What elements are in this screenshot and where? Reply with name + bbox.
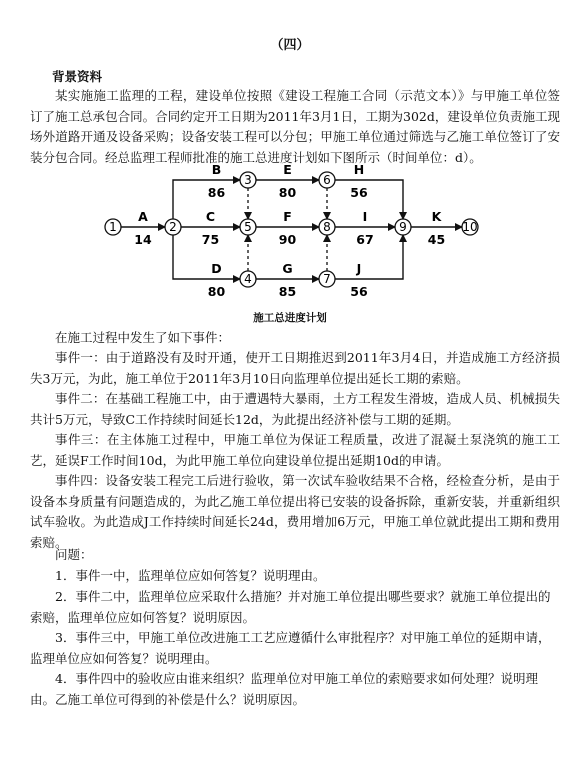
node-10-label: 10 [462,220,478,234]
network-diagram [0,160,580,310]
event-4: 事件四：设备安装工程完工后进行验收，第一次试车验收结果不合格，经检查分析，是由于设备本身质量有问题造成的，为此乙施工单位提出将已安装的设备拆除，重新安装，并重新组织试车验收。为此造成J工作持续时间延长24d，费用增加6万元，甲施工单位就此提出工期和费用索赔。 [30,473,560,550]
activity-name-g: G [282,261,293,276]
activity-name-b: B [211,162,222,177]
intro-paragraph: 某实施施工监理的工程，建设单位按照《建设工程施工合同（示范文本）》与甲施工单位签订了施工总承包合同。合同约定开工日期为2011年3月1日，工期为302d，建设单位负责施工现场外道路开通及设备采购；设备安装工程可以分包；甲施工单位通过筛选与乙施工单位签订了安装分包合同。经总监理工程师批准的施工总进度计划如下图所示（时间单位：d）。 [30,88,560,165]
activity-arrow-h [335,180,403,219]
node-2-label: 2 [169,220,177,234]
activity-duration-j: 56 [350,284,368,299]
question-2: 2．事件二中，监理单位应采取什么措施？并对施工单位提出哪些要求？就施工单位提出的索赔，监理单位应如何答复？说明原因。 [30,589,551,625]
question-3: 3．事件三中，甲施工单位改进施工工艺应遵循什么审批程序？对甲施工单位的延期申请，监理单位应如何答复？说明理由。 [30,630,551,666]
activity-duration-c: 75 [201,232,220,247]
activity-name-d: D [211,261,222,276]
activity-duration-d: 80 [207,284,226,299]
events-intro: 在施工过程中发生了如下事件： [55,330,231,345]
questions-heading: 问题： [55,547,93,562]
section-title: （四） [270,38,310,53]
activity-duration-k: 45 [427,232,446,247]
event-3: 事件三：在主体施工过程中，甲施工单位为保证工程质量，改进了混凝土泵浇筑的施工工艺，延误F工作时间10d，为此甲施工单位向建设单位提出延期10d的申请。 [30,432,560,468]
node-1-label: 1 [109,220,117,234]
activity-name-a: A [138,209,148,224]
background-heading: 背景资料 [52,69,103,84]
activity-name-f: F [283,209,292,224]
node-9-label: 9 [399,220,407,234]
activity-duration-b: 86 [207,185,226,200]
question-1: 1．事件一中，监理单位应如何答复？说明理由。 [55,568,326,583]
event-2: 事件二：在基础工程施工中，由于遭遇特大暴雨，土方工程发生滑坡，造成人员、机械损失共计5万元，导致C工作持续时间延长12d，为此提出经济补偿与工期的延期。 [30,391,560,427]
activity-name-k: K [431,209,442,224]
diagram-caption: 施工总进度计划 [253,312,327,324]
activity-name-j: J [356,261,362,276]
node-4-label: 4 [244,272,252,286]
node-8-label: 8 [323,220,331,234]
activity-name-e: E [283,162,292,177]
activity-duration-g: 85 [278,284,297,299]
activity-name-i: I [362,209,368,224]
node-6-label: 6 [323,173,331,187]
node-5-label: 5 [244,220,252,234]
activity-duration-h: 56 [350,185,368,200]
node-7-label: 7 [323,272,331,286]
activity-duration-a: 14 [134,232,152,247]
question-4: 4．事件四中的验收应由谁来组织？监理单位对甲施工单位的索赔要求如何处理？说明理由。乙施工单位可得到的补偿是什么？说明原因。 [30,671,538,707]
event-1: 事件一：由于道路没有及时开通，使开工日期推迟到2011年3月4日，并造成施工方经济损失3万元，为此，施工单位于2011年3月10日向监理单位提出延长工期的索赔。 [30,350,560,386]
activity-duration-f: 90 [278,232,297,247]
activity-duration-i: 67 [356,232,374,247]
activity-duration-e: 80 [278,185,297,200]
activity-name-c: C [205,209,216,224]
node-3-label: 3 [244,173,252,187]
activity-name-h: H [353,162,365,177]
